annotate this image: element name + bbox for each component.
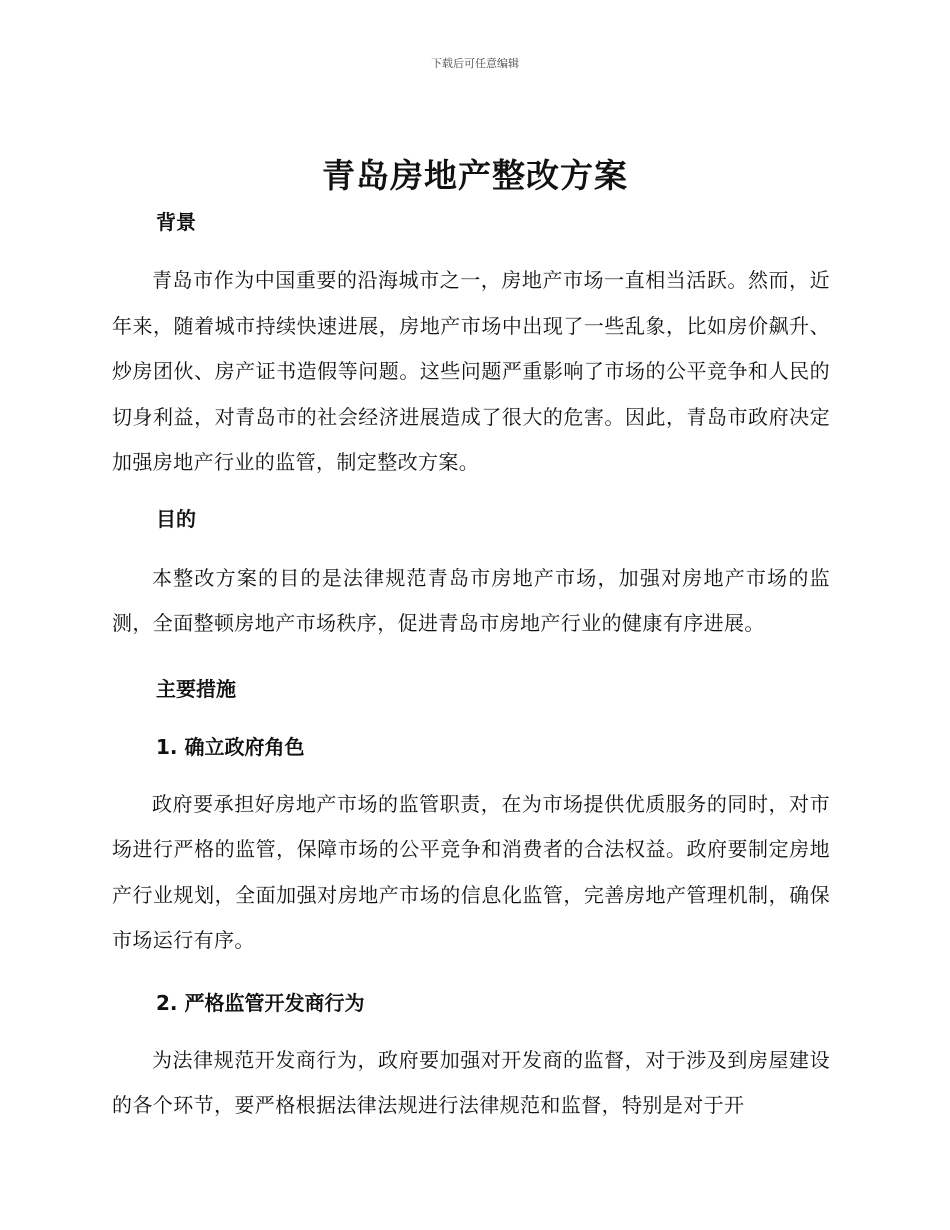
document-title: 青岛房地产整改方案: [322, 156, 628, 195]
paragraph-goal: 本整改方案的目的是法律规范青岛市房地产市场，加强对房地产市场的监测，全面整顿房地产市场秩序，促进青岛市房地产行业的健康有序进展。: [112, 565, 830, 635]
header-note: 下载后可任意编辑: [431, 57, 519, 70]
section-heading-background: 背景: [156, 210, 196, 234]
subsection-heading-government-role: 1. 确立政府角色: [156, 734, 305, 759]
paragraph-background: 青岛市作为中国重要的沿海城市之一，房地产市场一直相当活跃。然而，近年来，随着城市持续快速进展，房地产市场中出现了一些乱象，比如房价飙升、炒房团伙、房产证书造假等问题。这些问题严重影响了市场的公平竞争和人民的切身利益，对青岛市的社会经济进展造成了很大的危害。因此，青岛市政府决定加强房地产行业的监管，制定整改方案。: [112, 268, 830, 474]
paragraph-government-role: 政府要承担好房地产市场的监管职责，在为市场提供优质服务的同时，对市场进行严格的监管，保障市场的公平竞争和消费者的合法权益。政府要制定房地产行业规划，全面加强对房地产市场的信息化监管，完善房地产管理机制，确保市场运行有序。: [112, 791, 830, 952]
subsection-heading-developer-supervision: 2. 严格监管开发商行为: [156, 990, 365, 1015]
section-heading-measures: 主要措施: [156, 676, 236, 701]
section-heading-goal: 目的: [156, 506, 196, 531]
document-body: [112, 205, 830, 1129]
paragraph-developer-supervision: 为法律规范开发商行为，政府要加强对开发商的监督，对于涉及到房屋建设的各个环节，要严格根据法律法规进行法律规范和监督，特别是对于开: [112, 1047, 830, 1117]
